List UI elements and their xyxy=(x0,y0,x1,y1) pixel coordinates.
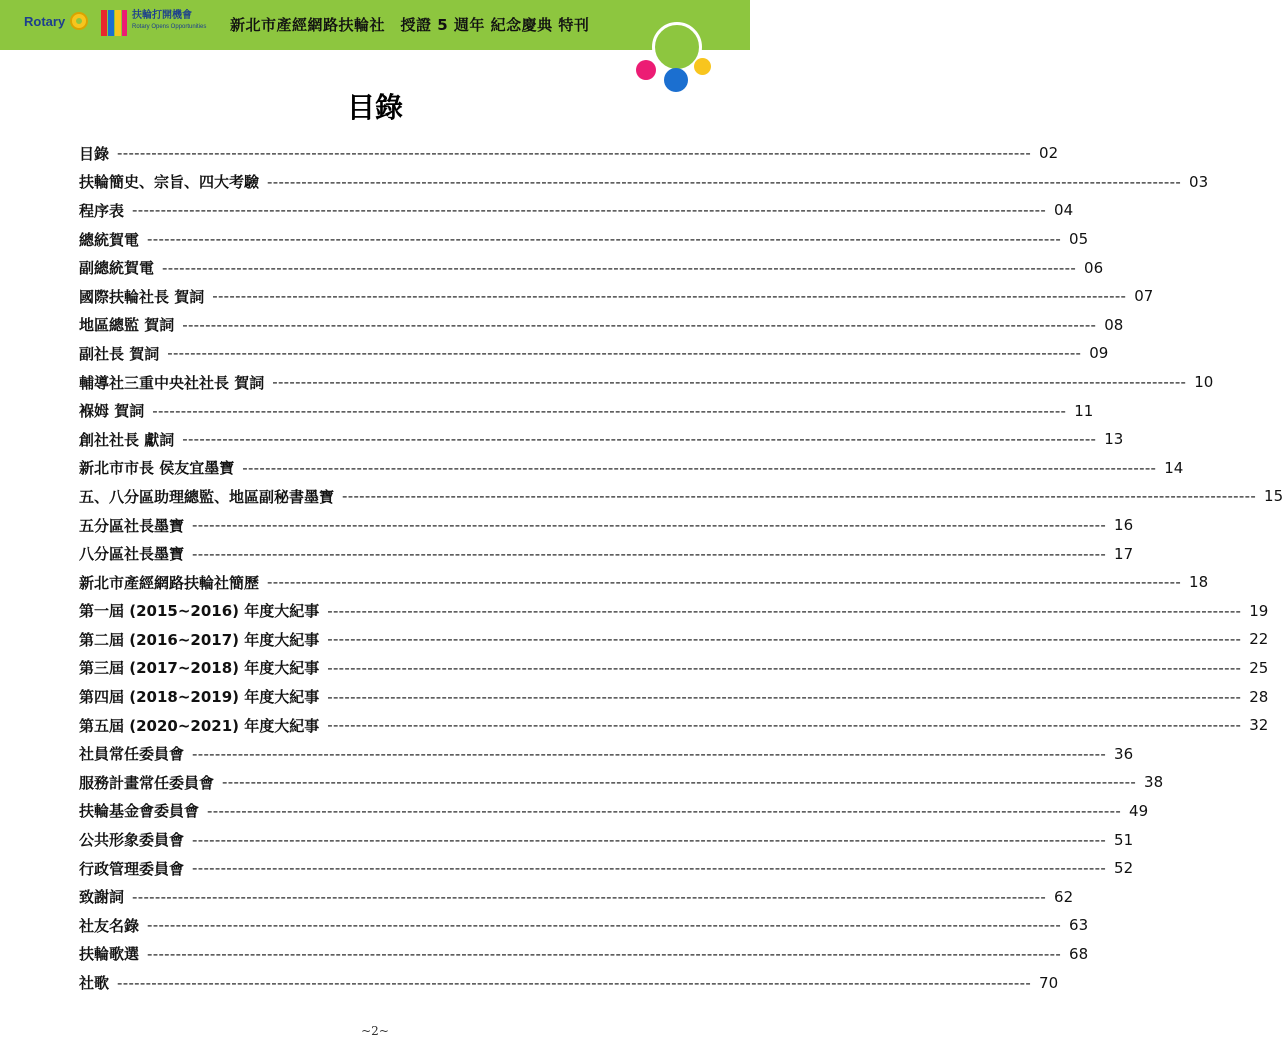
toc-entry xyxy=(79,339,1109,368)
toc-entry xyxy=(79,568,1209,597)
toc-dash-leader: ---------------------------------------------------------------------------------------------------------------------------------------------------------------- xyxy=(342,487,1257,506)
toc-entry-page: 32 xyxy=(1249,716,1269,735)
toc-entry-page: 15 xyxy=(1264,487,1283,506)
page-title: 目錄 xyxy=(346,91,403,124)
logo-name: 扶輪打開機會 xyxy=(132,10,192,21)
toc-entry xyxy=(79,539,1134,568)
toc-entry xyxy=(79,739,1134,768)
toc-entry xyxy=(79,396,1094,425)
rotary-wordmark: Rotary xyxy=(24,14,66,29)
toc-entry-title: 褓姆 賀詞 xyxy=(79,402,145,421)
toc-entry-page: 18 xyxy=(1189,573,1209,592)
toc-entry-title: 程序表 xyxy=(79,201,125,220)
toc-entry-title: 第四屆 (2018~2019) 年度大紀事 xyxy=(79,688,320,707)
toc-entry xyxy=(79,711,1269,740)
toc-dash-leader: ---------------------------------------------------------------------------------------------------------------------------------------------------------------- xyxy=(327,630,1242,649)
pink-dot-icon xyxy=(636,60,656,80)
toc-entry xyxy=(79,225,1089,254)
toc-entry xyxy=(79,654,1269,683)
toc-dash-leader: ---------------------------------------------------------------------------------------------------------------------------------------------------------------- xyxy=(192,544,1107,563)
toc-entry-page: 22 xyxy=(1249,630,1269,649)
toc-dash-leader: ---------------------------------------------------------------------------------------------------------------------------------------------------------------- xyxy=(327,687,1242,706)
toc-entry-title: 第二屆 (2016~2017) 年度大紀事 xyxy=(79,630,320,649)
toc-dash-leader: ---------------------------------------------------------------------------------------------------------------------------------------------------------------- xyxy=(272,373,1187,392)
toc-entry xyxy=(79,682,1269,711)
toc-entry xyxy=(79,168,1209,197)
toc-dash-leader: ---------------------------------------------------------------------------------------------------------------------------------------------------------------- xyxy=(117,973,1032,992)
toc-dash-leader: ---------------------------------------------------------------------------------------------------------------------------------------------------------------- xyxy=(162,258,1077,277)
toc-dash-leader: ---------------------------------------------------------------------------------------------------------------------------------------------------------------- xyxy=(132,887,1047,906)
toc-entry-title: 行政管理委員會 xyxy=(79,859,185,878)
toc-entry xyxy=(79,825,1134,854)
toc-entry xyxy=(79,139,1059,168)
toc-entry-title: 扶輪基金會委員會 xyxy=(79,802,200,821)
toc-entry-title: 地區總監 賀詞 xyxy=(79,316,175,335)
toc-entry-title: 致謝詞 xyxy=(79,888,125,907)
toc-dash-leader: ---------------------------------------------------------------------------------------------------------------------------------------------------------------- xyxy=(327,716,1242,735)
header-title: 新北市產經網路扶輪社 授證 5 週年 紀念慶典 特刊 xyxy=(230,16,590,34)
toc-entry-title: 社歌 xyxy=(79,974,110,993)
toc-entry-page: 16 xyxy=(1114,516,1134,535)
toc-dash-leader: ---------------------------------------------------------------------------------------------------------------------------------------------------------------- xyxy=(327,601,1242,620)
toc-entry xyxy=(79,625,1269,654)
toc-entry xyxy=(79,511,1134,540)
toc-dash-leader: ---------------------------------------------------------------------------------------------------------------------------------------------------------------- xyxy=(182,315,1097,334)
toc-entry-page: 68 xyxy=(1069,944,1089,963)
toc-entry xyxy=(79,882,1074,911)
opens-opportunities-logo-icon xyxy=(101,10,127,36)
toc-entry-title: 八分區社長墨寶 xyxy=(79,545,185,564)
toc-entry-title: 第一屆 (2015~2016) 年度大紀事 xyxy=(79,602,320,621)
toc-entry-page: 52 xyxy=(1114,859,1134,878)
toc-dash-leader: ---------------------------------------------------------------------------------------------------------------------------------------------------------------- xyxy=(192,744,1107,763)
toc-entry-title: 社友名錄 xyxy=(79,916,140,935)
table-of-contents xyxy=(79,139,1283,997)
toc-entry xyxy=(79,196,1074,225)
toc-dash-leader: ---------------------------------------------------------------------------------------------------------------------------------------------------------------- xyxy=(327,658,1242,677)
toc-entry xyxy=(79,768,1164,797)
toc-entry-page: 09 xyxy=(1089,344,1109,363)
toc-entry-title: 服務計畫常任委員會 xyxy=(79,773,215,792)
toc-entry-page: 10 xyxy=(1194,373,1214,392)
toc-entry-page: 07 xyxy=(1134,287,1154,306)
toc-entry xyxy=(79,253,1104,282)
toc-entry xyxy=(79,968,1059,997)
toc-dash-leader: ---------------------------------------------------------------------------------------------------------------------------------------------------------------- xyxy=(192,516,1107,535)
toc-entry-title: 國際扶輪社長 賀詞 xyxy=(79,287,205,306)
toc-entry xyxy=(79,425,1124,454)
toc-dash-leader: ---------------------------------------------------------------------------------------------------------------------------------------------------------------- xyxy=(117,144,1032,163)
toc-entry-page: 38 xyxy=(1144,773,1164,792)
toc-entry-page: 14 xyxy=(1164,458,1184,477)
toc-entry-title: 新北市市長 侯友宜墨寶 xyxy=(79,459,235,478)
yellow-dot-icon xyxy=(694,58,711,75)
toc-dash-leader: ---------------------------------------------------------------------------------------------------------------------------------------------------------------- xyxy=(207,801,1122,820)
toc-entry-title: 五、八分區助理總監、地區副秘書墨寶 xyxy=(79,487,335,506)
rotary-wheel-icon xyxy=(70,12,88,30)
toc-entry xyxy=(79,368,1214,397)
toc-entry-page: 17 xyxy=(1114,544,1134,563)
toc-entry-page: 13 xyxy=(1104,430,1124,449)
toc-entry-page: 19 xyxy=(1249,601,1269,620)
toc-entry-page: 28 xyxy=(1249,687,1269,706)
toc-entry-page: 25 xyxy=(1249,658,1269,677)
toc-entry xyxy=(79,311,1124,340)
toc-entry-title: 五分區社長墨寶 xyxy=(79,516,185,535)
toc-dash-leader: ---------------------------------------------------------------------------------------------------------------------------------------------------------------- xyxy=(267,172,1182,191)
toc-entry-title: 副社長 賀詞 xyxy=(79,344,160,363)
toc-dash-leader: ---------------------------------------------------------------------------------------------------------------------------------------------------------------- xyxy=(267,573,1182,592)
toc-entry-title: 創社社長 獻詞 xyxy=(79,430,175,449)
toc-entry-page: 49 xyxy=(1129,801,1149,820)
toc-entry-page: 36 xyxy=(1114,744,1134,763)
toc-dash-leader: ---------------------------------------------------------------------------------------------------------------------------------------------------------------- xyxy=(212,287,1127,306)
toc-dash-leader: ---------------------------------------------------------------------------------------------------------------------------------------------------------------- xyxy=(152,401,1067,420)
toc-entry-title: 新北市產經網路扶輪社簡歷 xyxy=(79,573,260,592)
toc-entry xyxy=(79,911,1089,940)
toc-entry-page: 11 xyxy=(1074,401,1094,420)
toc-entry-page: 70 xyxy=(1039,973,1059,992)
toc-entry-page: 63 xyxy=(1069,916,1089,935)
toc-entry xyxy=(79,597,1269,626)
toc-entry xyxy=(79,482,1283,511)
toc-entry xyxy=(79,854,1134,883)
toc-entry-title: 扶輪歌選 xyxy=(79,945,140,964)
toc-dash-leader: ---------------------------------------------------------------------------------------------------------------------------------------------------------------- xyxy=(222,773,1137,792)
toc-entry xyxy=(79,797,1149,826)
toc-dash-leader: ---------------------------------------------------------------------------------------------------------------------------------------------------------------- xyxy=(242,458,1157,477)
toc-entry xyxy=(79,940,1089,969)
toc-entry-page: 05 xyxy=(1069,230,1089,249)
toc-dash-leader: ---------------------------------------------------------------------------------------------------------------------------------------------------------------- xyxy=(132,201,1047,220)
toc-entry-title: 第五屆 (2020~2021) 年度大紀事 xyxy=(79,716,320,735)
header-band xyxy=(0,0,750,50)
toc-entry-title: 社員常任委員會 xyxy=(79,745,185,764)
toc-entry-title: 扶輪簡史、宗旨、四大考驗 xyxy=(79,173,260,192)
toc-dash-leader: ---------------------------------------------------------------------------------------------------------------------------------------------------------------- xyxy=(192,859,1107,878)
toc-dash-leader: ---------------------------------------------------------------------------------------------------------------------------------------------------------------- xyxy=(147,944,1062,963)
toc-entry-title: 第三屆 (2017~2018) 年度大紀事 xyxy=(79,659,320,678)
toc-entry-page: 04 xyxy=(1054,201,1074,220)
toc-dash-leader: ---------------------------------------------------------------------------------------------------------------------------------------------------------------- xyxy=(147,916,1062,935)
toc-entry xyxy=(79,282,1154,311)
toc-entry-page: 06 xyxy=(1084,258,1104,277)
toc-entry-page: 02 xyxy=(1039,144,1059,163)
page-number: ~2~ xyxy=(361,1024,389,1038)
toc-entry-title: 總統賀電 xyxy=(79,230,140,249)
logo-subtitle: Rotary Opens Opportunities xyxy=(132,24,207,30)
toc-entry-title: 目錄 xyxy=(79,144,110,163)
toc-dash-leader: ---------------------------------------------------------------------------------------------------------------------------------------------------------------- xyxy=(182,430,1097,449)
toc-entry-title: 副總統賀電 xyxy=(79,259,155,278)
toc-entry-page: 62 xyxy=(1054,887,1074,906)
toc-entry xyxy=(79,454,1184,483)
toc-entry-page: 51 xyxy=(1114,830,1134,849)
toc-dash-leader: ---------------------------------------------------------------------------------------------------------------------------------------------------------------- xyxy=(167,344,1082,363)
toc-entry-page: 08 xyxy=(1104,315,1124,334)
toc-entry-page: 03 xyxy=(1189,172,1209,191)
toc-entry-title: 輔導社三重中央社社長 賀詞 xyxy=(79,373,265,392)
toc-dash-leader: ---------------------------------------------------------------------------------------------------------------------------------------------------------------- xyxy=(192,830,1107,849)
toc-dash-leader: ---------------------------------------------------------------------------------------------------------------------------------------------------------------- xyxy=(147,230,1062,249)
toc-entry-title: 公共形象委員會 xyxy=(79,831,185,850)
